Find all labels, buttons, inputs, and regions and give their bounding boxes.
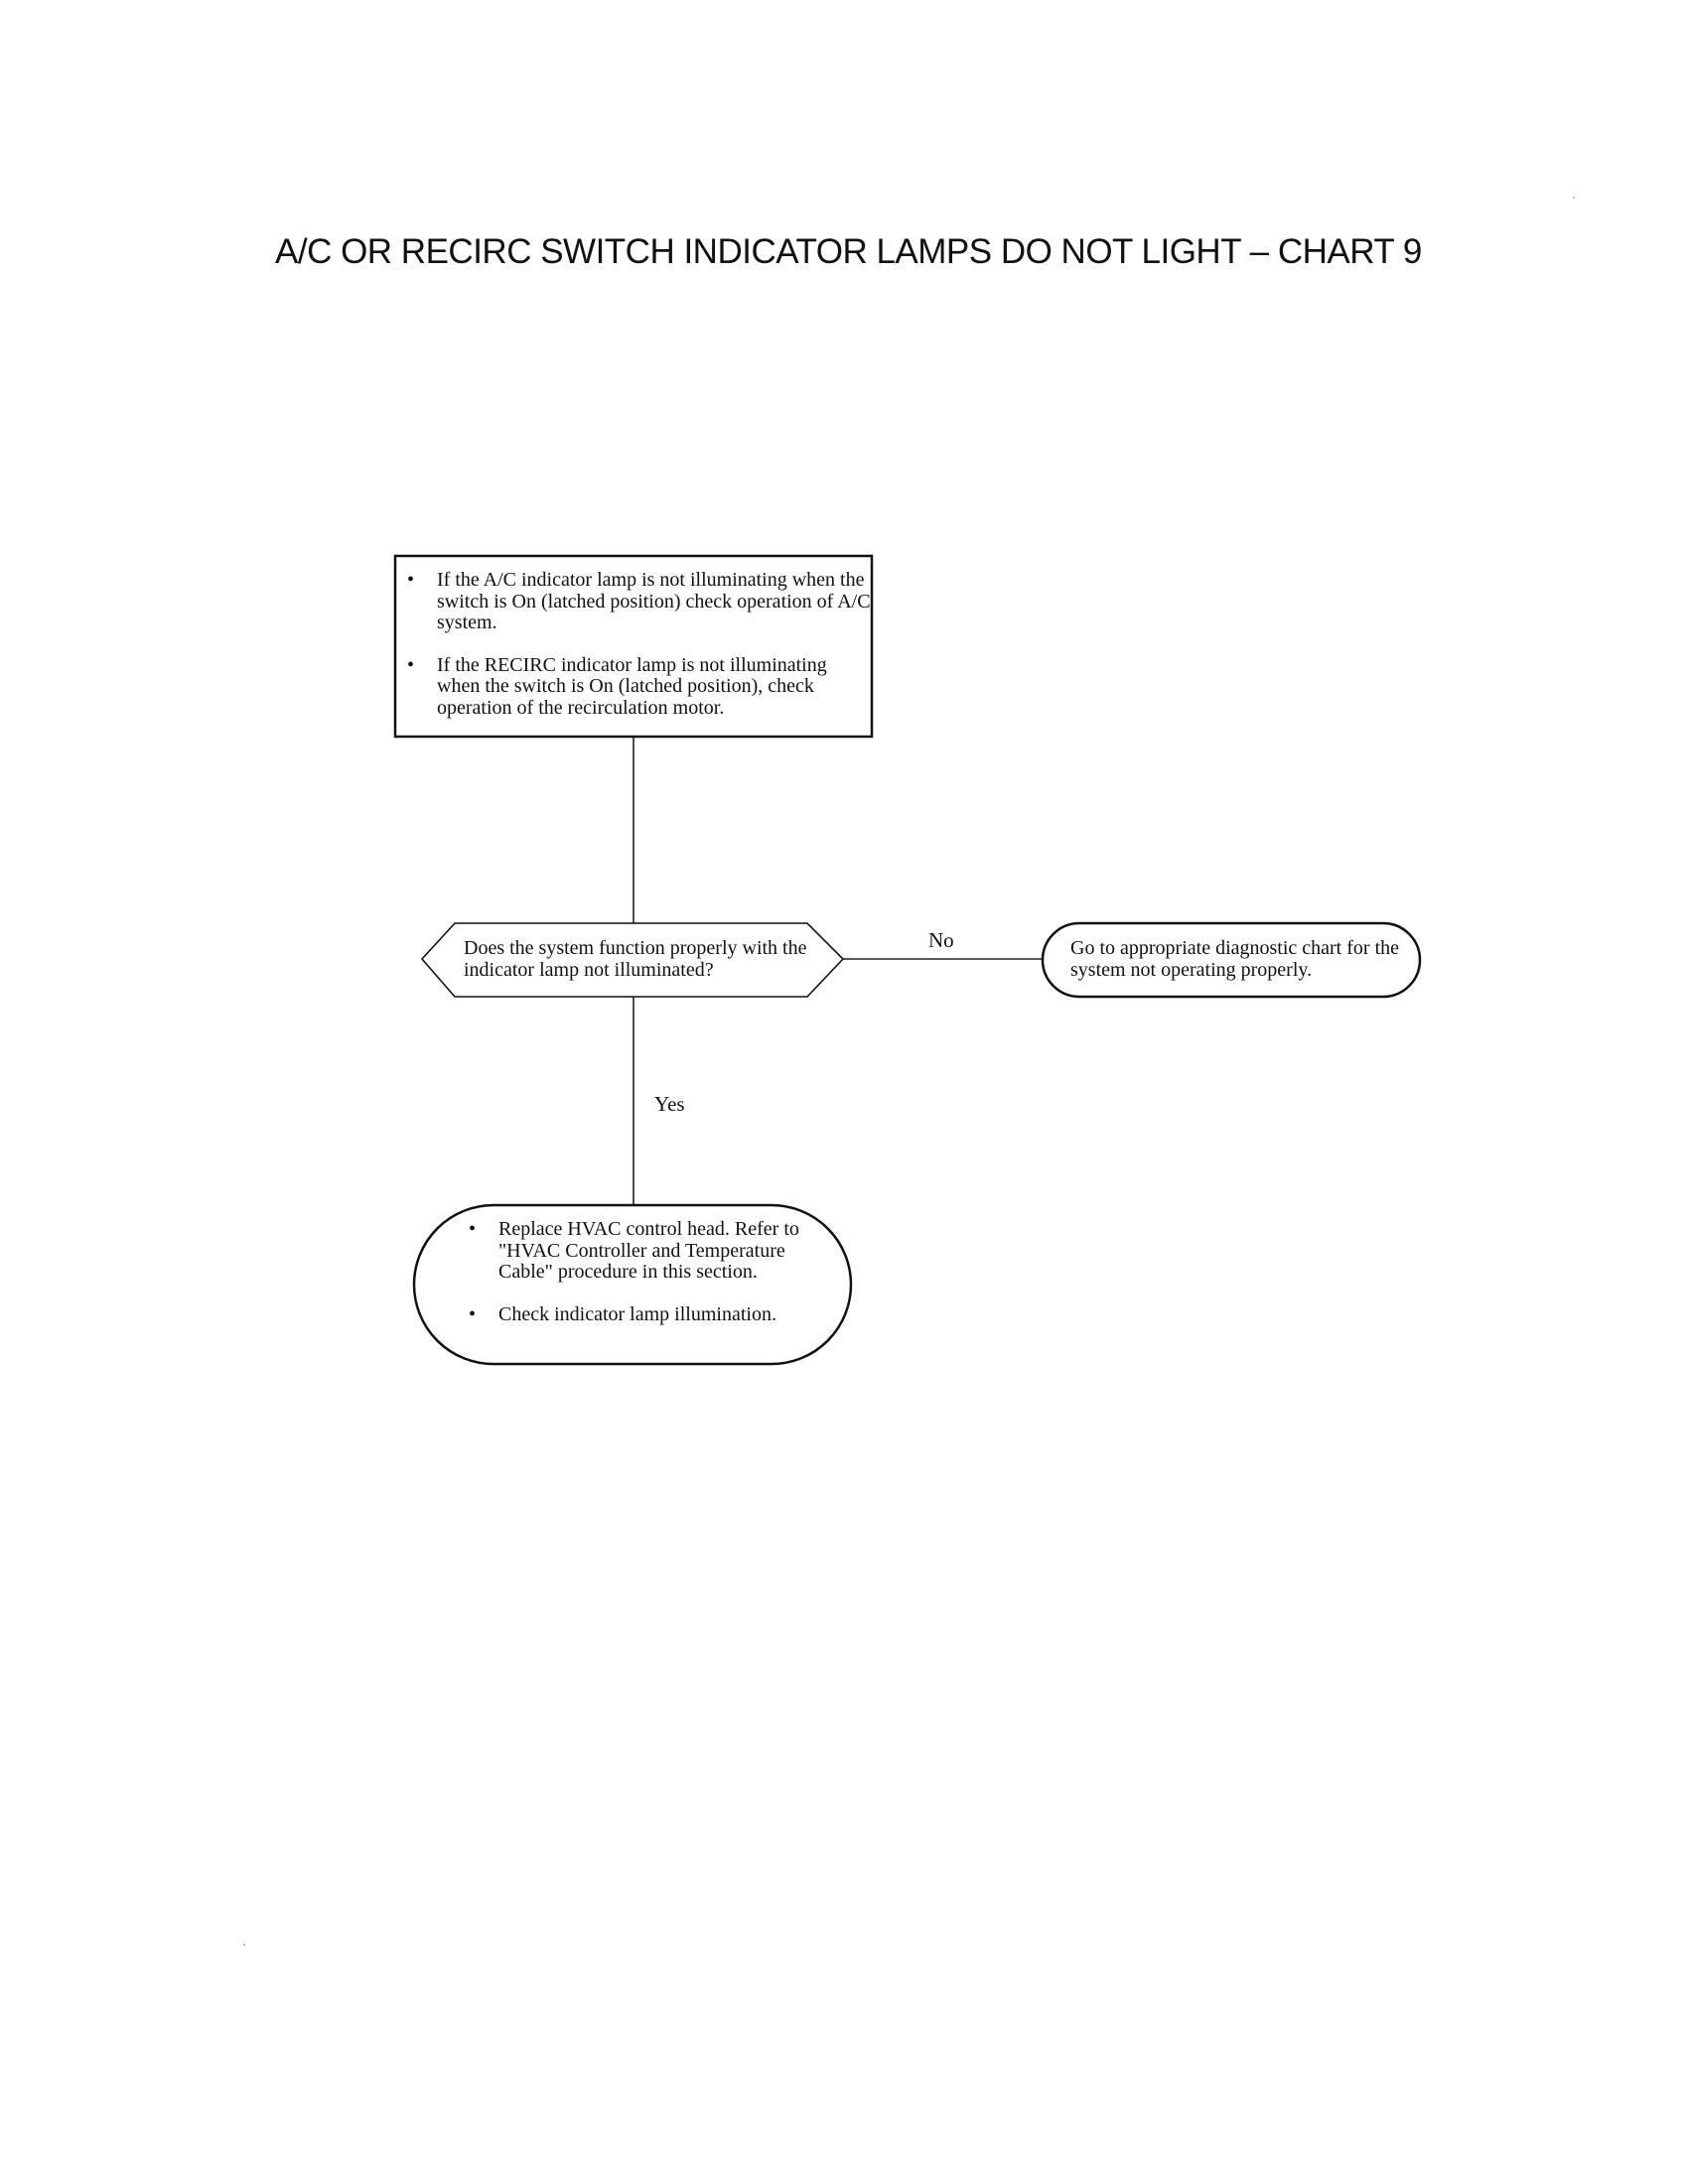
- edge-label-no: No: [928, 928, 954, 952]
- decision-text: Does the system function properly with the indicator lamp not illuminated?: [464, 937, 807, 981]
- yes-item-check: • Check indicator lamp illumination.: [457, 1304, 824, 1326]
- yes-action-text: [457, 1219, 824, 1325]
- diagram-title: A/C OR RECIRC SWITCH INDICATOR LAMPS DO NOT LIGHT – CHART 9: [275, 232, 1422, 271]
- start-box-text: [395, 570, 872, 719]
- no-action-text: Go to appropriate diagnostic chart for the system not operating properly.: [1070, 937, 1399, 981]
- yes-action-list: [457, 1219, 824, 1325]
- start-box-list: [395, 570, 872, 719]
- scan-speck: [1573, 197, 1575, 199]
- edge-label-yes: Yes: [654, 1092, 685, 1116]
- scan-speck: [243, 1944, 245, 1946]
- start-item-ac: • If the A/C indicator lamp is not illuminating when the switch is On (latched position) check operation of A/C system.: [395, 570, 872, 634]
- yes-item-replace: • Replace HVAC control head. Refer to "HVAC Controller and Temperature Cable" procedure in this section.: [457, 1219, 824, 1284]
- start-item-recirc: • If the RECIRC indicator lamp is not illuminating when the switch is On (latched position), check operation of the recirculation motor.: [395, 655, 872, 720]
